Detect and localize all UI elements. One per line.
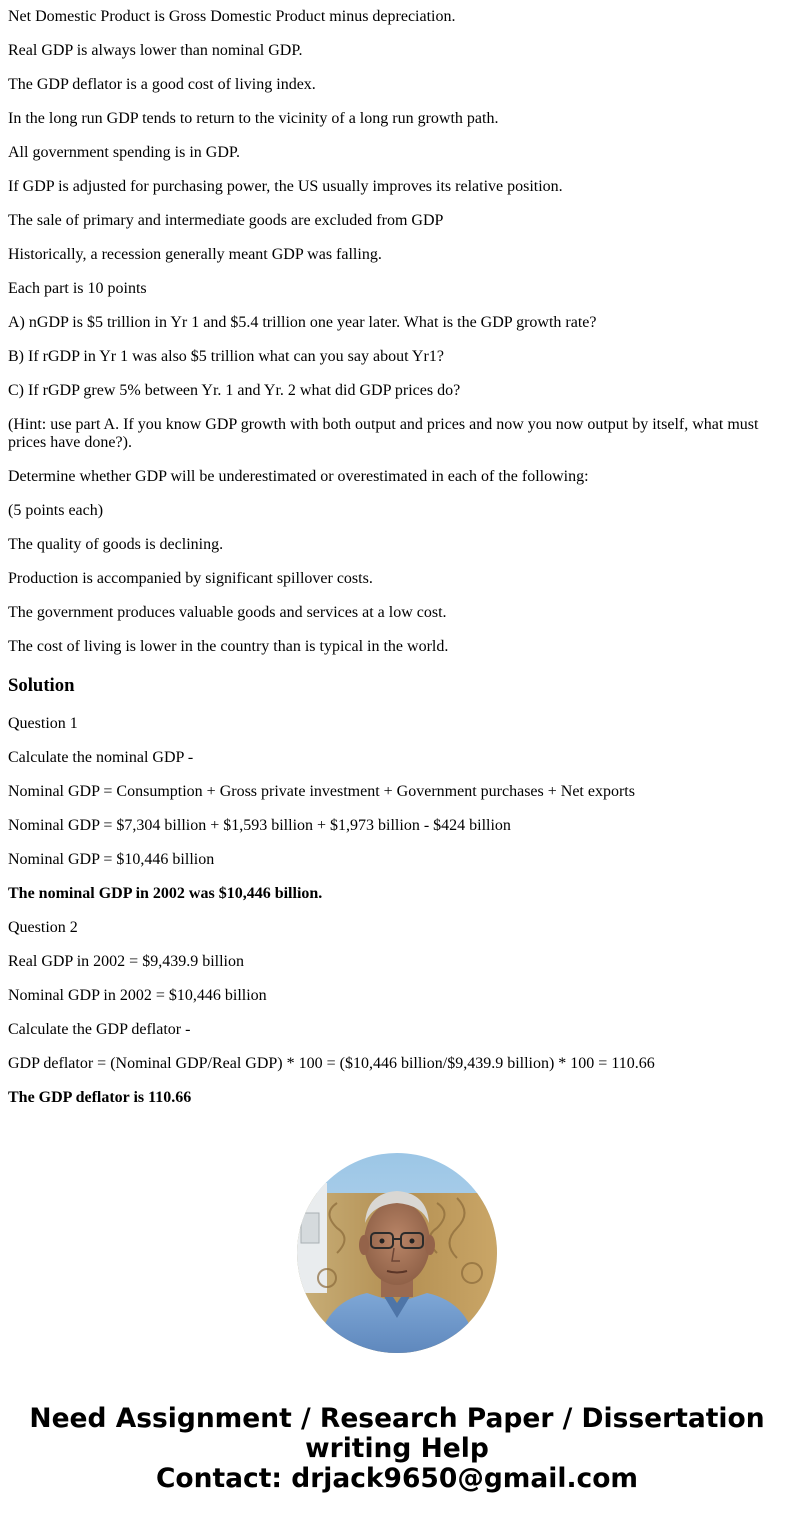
question-text: The quality of goods is declining.	[8, 536, 224, 553]
question-text: (5 points each)	[8, 502, 104, 519]
question-text: The GDP deflator is a good cost of living index.	[8, 76, 316, 93]
question-text: The cost of living is lower in the country than is typical in the world.	[8, 638, 449, 655]
question-text: Real GDP is always lower than nominal GDP.	[8, 42, 303, 59]
solution-text: GDP deflator = (Nominal GDP/Real GDP) * 100 = ($10,446 billion/$9,439.9 billion) * 100 = 110.66	[8, 1055, 655, 1072]
question-text: A) nGDP is $5 trillion in Yr 1 and $5.4 trillion one year later. What is the GDP growth rate?	[8, 314, 597, 331]
portrait-image	[297, 1153, 497, 1353]
promo-banner	[0, 1404, 794, 1494]
question-text: Determine whether GDP will be underestimated or overestimated in each of the following:	[8, 468, 589, 485]
question-text: Each part is 10 points	[8, 280, 147, 297]
solution-text: Question 2	[8, 919, 78, 936]
solution-answer: The GDP deflator is 110.66	[8, 1089, 192, 1106]
solution-text: Calculate the nominal GDP -	[8, 749, 194, 766]
solution-answer: The nominal GDP in 2002 was $10,446 billion.	[8, 885, 323, 902]
banner-line: Need Assignment / Research Paper / Dissertation	[29, 1403, 765, 1434]
solution-text: Question 1	[8, 715, 78, 732]
question-text: B) If rGDP in Yr 1 was also $5 trillion what can you say about Yr1?	[8, 348, 444, 365]
hint-text: (Hint: use part A. If you know GDP growth with both output and prices and now you now output by itself, what must prices have done?).	[8, 416, 759, 451]
solution-text: Nominal GDP = $7,304 billion + $1,593 billion + $1,973 billion - $424 billion	[8, 817, 511, 834]
banner-line: writing Help	[305, 1433, 489, 1464]
question-text: Production is accompanied by significant spillover costs.	[8, 570, 373, 587]
banner-contact: Contact: drjack9650@gmail.com	[155, 1463, 639, 1494]
avatar	[297, 1153, 497, 1353]
solution-text: Calculate the GDP deflator -	[8, 1021, 191, 1038]
solution-heading: Solution	[8, 675, 75, 696]
question-text: C) If rGDP grew 5% between Yr. 1 and Yr. 2 what did GDP prices do?	[8, 382, 461, 399]
question-text: The government produces valuable goods and services at a low cost.	[8, 604, 447, 621]
solution-text: Nominal GDP in 2002 = $10,446 billion	[8, 987, 267, 1004]
question-text: If GDP is adjusted for purchasing power, the US usually improves its relative position.	[8, 178, 563, 195]
question-text: The sale of primary and intermediate goods are excluded from GDP	[8, 212, 444, 229]
solution-text: Nominal GDP = $10,446 billion	[8, 851, 215, 868]
question-text: In the long run GDP tends to return to the vicinity of a long run growth path.	[8, 110, 499, 127]
question-text: Net Domestic Product is Gross Domestic Product minus depreciation.	[8, 8, 456, 25]
solution-text: Nominal GDP = Consumption + Gross private investment + Government purchases + Net exports	[8, 783, 635, 800]
question-text: All government spending is in GDP.	[8, 144, 240, 161]
question-text: Historically, a recession generally meant GDP was falling.	[8, 246, 382, 263]
solution-text: Real GDP in 2002 = $9,439.9 billion	[8, 953, 244, 970]
